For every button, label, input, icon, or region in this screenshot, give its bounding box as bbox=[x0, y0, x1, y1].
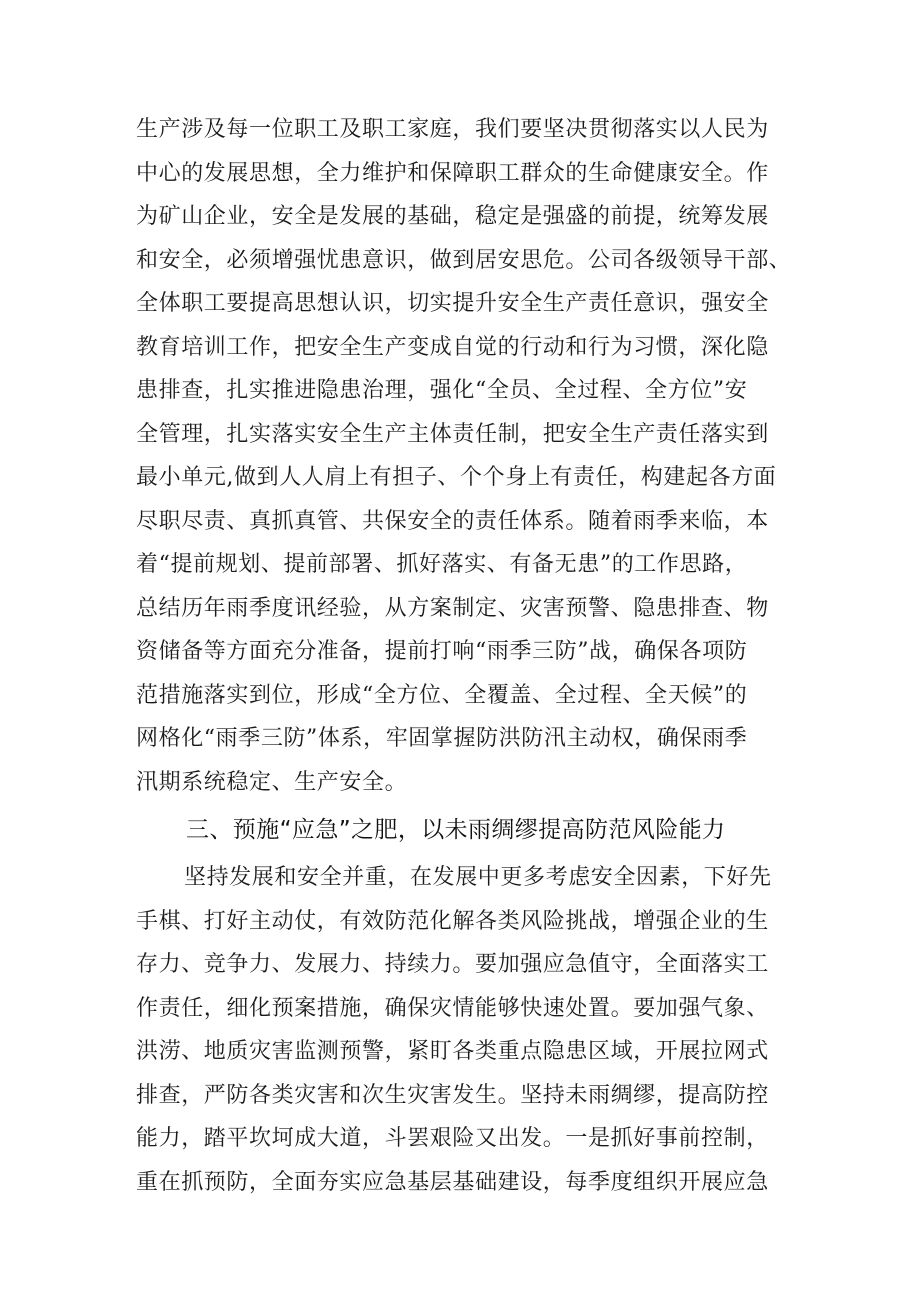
text-line: 汛期系统稳定、生产安全。 bbox=[136, 769, 408, 795]
text-line: 全体职工要提高思想认识，切实提升安全生产责任意识，强安全 bbox=[136, 291, 769, 316]
text-line: 尽职尽责、真抓真管、共保安全的责任体系。随着雨季来临，本 bbox=[136, 508, 769, 534]
text-line: 网格化“雨季三防”体系，牢固掌握防洪防汛主动权，确保雨季 bbox=[136, 726, 748, 751]
text-line: 中心的发展思想，全力维护和保障职工群众的生命健康安全。作 bbox=[136, 160, 769, 186]
text-line: 坚持发展和安全并重，在发展中更多考虑安全因素，下好先 bbox=[184, 865, 772, 890]
text-line: 资储备等方面充分准备，提前打响“雨季三防”战，确保各项防 bbox=[136, 639, 748, 664]
text-line: 总结历年雨季度讯经验，从方案制定、灾害预警、隐患排查、物 bbox=[136, 595, 769, 621]
document-body bbox=[136, 108, 796, 1204]
text-line: 和安全，必须增强忧患意识，做到居安思危。公司各级领导干部、 bbox=[136, 247, 792, 273]
text-line: 着“提前规划、提前部署、抓好落实、有备无患”的工作思路， bbox=[136, 552, 748, 577]
section-heading: 三、预施“应急”之肥，以未雨绸缪提高防范风险能力 bbox=[186, 817, 726, 843]
text-line: 最小单元,做到人人肩上有担子、个个身上有责任，构建起各方面 bbox=[136, 465, 777, 490]
text-line: 洪涝、地质灾害监测预警，紧盯各类重点隐患区域，开展拉网式 bbox=[136, 1039, 769, 1064]
text-line: 生产涉及每一位职工及职工家庭，我们要坚决贯彻落实以人民为 bbox=[136, 117, 769, 142]
text-line: 为矿山企业，安全是发展的基础，稳定是强盛的前提，统筹发展 bbox=[136, 204, 769, 229]
paragraph-emergency-preparedness bbox=[136, 856, 796, 1204]
paragraph-safety-responsibility bbox=[136, 108, 796, 804]
text-line: 能力，踏平坎坷成大道，斗罢艰险又出发。一是抓好事前控制， bbox=[136, 1126, 769, 1151]
text-line: 作责任，细化预案措施，确保灾情能够快速处置。要加强气象、 bbox=[136, 995, 769, 1021]
text-line: 手棋、打好主动仗，有效防范化解各类风险挑战，增强企业的生 bbox=[136, 908, 769, 934]
text-line: 患排查，扎实推进隐患治理，强化“全员、全过程、全方位”安 bbox=[136, 378, 748, 403]
text-line: 全管理，扎实落实安全生产主体责任制，把安全生产责任落实到 bbox=[136, 421, 769, 447]
text-line: 范措施落实到位，形成“全方位、全覆盖、全过程、全天候”的 bbox=[136, 682, 748, 708]
text-line: 排查，严防各类灾害和次生灾害发生。坚持未雨绸缪，提高防控 bbox=[136, 1082, 769, 1108]
text-line: 重在抓预防，全面夯实应急基层基础建设，每季度组织开展应急 bbox=[136, 1169, 769, 1195]
text-line: 存力、竞争力、发展力、持续力。要加强应急值守，全面落实工 bbox=[136, 952, 769, 977]
text-line: 教育培训工作，把安全生产变成自觉的行动和行为习惯，深化隐 bbox=[136, 334, 769, 360]
